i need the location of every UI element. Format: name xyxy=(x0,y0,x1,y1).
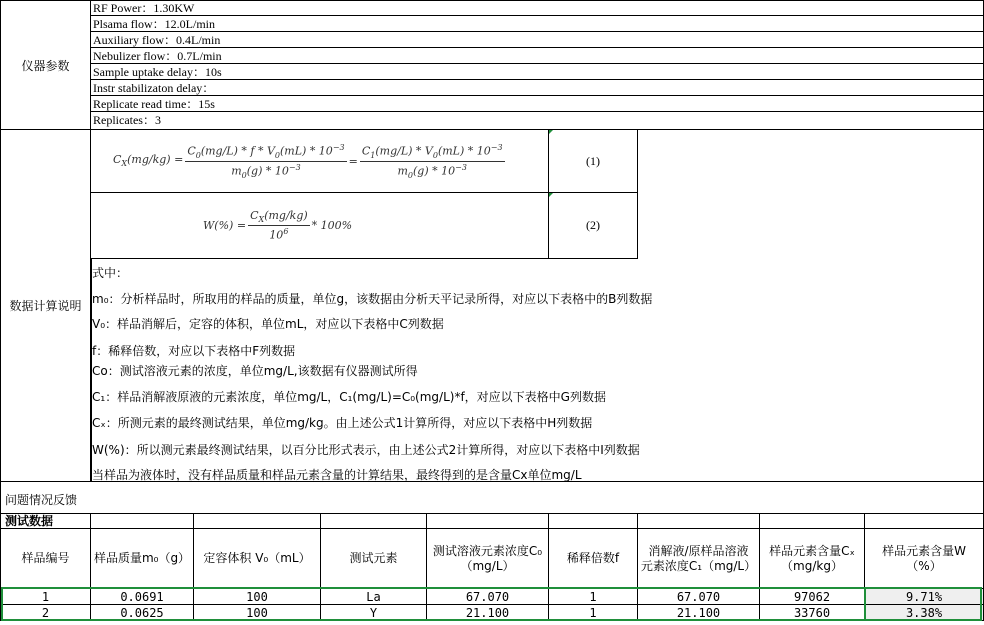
cell-value: 21.100 xyxy=(676,605,721,620)
cell-value: 9.71% xyxy=(905,589,943,604)
table-cell-highlighted[interactable] xyxy=(865,589,984,605)
formula-2-cell[interactable] xyxy=(91,193,549,259)
cell-comment-marker xyxy=(549,130,553,134)
table-cell[interactable] xyxy=(427,589,549,605)
note-w: W(%)：所以测元素最终测试结果，以百分比形式表示，由上述公式2计算所得，对应以下表格中I列数据 xyxy=(92,443,640,457)
calc-section-label-cell[interactable] xyxy=(0,130,91,482)
table-cell[interactable] xyxy=(321,605,427,621)
note-v0: V₀：样品消解后，定容的体积，单位mL，对应以下表格中C列数据 xyxy=(92,317,444,331)
calc-section-label: 数据计算说明 xyxy=(9,299,82,313)
cell-value: 21.100 xyxy=(465,605,510,620)
col-header-sample-mass[interactable] xyxy=(91,529,194,589)
cell-value: 2 xyxy=(41,605,50,620)
cell-value: 1 xyxy=(41,589,50,604)
col-header-content-cx[interactable] xyxy=(760,529,865,589)
cell-value: 1 xyxy=(589,589,597,604)
cell-value: 33760 xyxy=(793,605,831,620)
header-text: 测试溶液元素浓度C₀ （mg/L） xyxy=(432,543,543,573)
blank-cell[interactable] xyxy=(194,514,321,529)
param-plasma-flow[interactable]: Plsama flow：12.0L/min xyxy=(91,17,984,32)
header-text: 样品质量m₀（g） xyxy=(93,551,191,565)
table-cell[interactable] xyxy=(91,605,194,621)
param-instr-stabilization-delay[interactable]: Instr stabilizaton delay： xyxy=(91,81,984,96)
cell-value: 67.070 xyxy=(465,589,510,604)
table-cell[interactable] xyxy=(427,605,549,621)
formula-1-equation: $C_X(mg/kg)$ = $\frac{C_0(mg/L) * f * V_0(mL) * 10^{-3}}{m_0(g) * 10^{-3}}$ = $\frac{C_1(mg/L) * V_0(mL) * 10^{-3}}{m_0(g) * 10^{-3}}$ xyxy=(113,142,503,180)
blank-cell[interactable] xyxy=(760,514,865,529)
header-text: 稀释倍数f xyxy=(566,551,620,565)
feedback-row[interactable] xyxy=(0,482,984,514)
test-label-cell[interactable] xyxy=(0,514,91,529)
param-rf-power[interactable]: RF Power：1.30KW xyxy=(91,1,984,16)
header-text: 消解液/原样品溶液 元素浓度C₁（mg/L） xyxy=(640,543,757,573)
formula-2-number: (2) xyxy=(586,218,600,232)
col-header-dilution[interactable] xyxy=(549,529,638,589)
header-text: 样品元素含量W （%） xyxy=(882,543,966,573)
formula-side-blank xyxy=(638,130,984,259)
blank-cell[interactable] xyxy=(321,514,427,529)
table-cell[interactable] xyxy=(0,605,91,621)
note-cx: Cₓ：所测元素的最终测试结果，单位mg/kg。由上述公式1计算所得，对应以下表格中H列数据 xyxy=(92,416,593,430)
col-header-sample-id[interactable] xyxy=(0,529,91,589)
cell-value: 97062 xyxy=(793,589,831,604)
header-text: 样品编号 xyxy=(21,551,70,565)
param-replicate-read-time[interactable]: Replicate read time：15s xyxy=(91,97,984,112)
param-sample-uptake-delay[interactable]: Sample uptake delay：10s xyxy=(91,65,984,80)
feedback-label: 问题情况反馈 xyxy=(5,493,78,507)
col-header-content-w[interactable] xyxy=(865,529,984,589)
blank-cell[interactable] xyxy=(549,514,638,529)
formula-1-number-cell[interactable] xyxy=(549,130,638,193)
table-cell[interactable] xyxy=(194,589,321,605)
cell-value: 1 xyxy=(589,605,597,620)
cell-comment-marker xyxy=(549,193,553,197)
table-cell[interactable] xyxy=(760,605,865,621)
col-header-digest-conc[interactable] xyxy=(638,529,760,589)
formula-2-equation: W(%) = $\frac{C_X(mg/kg)}{10^6}$ * 100% xyxy=(203,209,353,242)
table-cell[interactable] xyxy=(638,605,760,621)
header-text: 定容体积 V₀（mL） xyxy=(203,551,311,565)
note-f: f：稀释倍数，对应以下表格中F列数据 xyxy=(92,344,296,358)
table-cell[interactable] xyxy=(194,605,321,621)
table-cell[interactable] xyxy=(760,589,865,605)
blank-cell[interactable] xyxy=(91,514,194,529)
cell-value: 67.070 xyxy=(676,589,721,604)
blank-cell[interactable] xyxy=(427,514,549,529)
table-cell[interactable] xyxy=(0,589,91,605)
instrument-section-label-cell[interactable] xyxy=(0,0,91,130)
note-c0: Co：测试溶液元素的浓度，单位mg/L,该数据有仪器测试所得 xyxy=(92,364,418,378)
formula-1-cell[interactable] xyxy=(91,130,549,193)
col-header-volume[interactable] xyxy=(194,529,321,589)
header-text: 测试元素 xyxy=(349,551,398,565)
table-cell[interactable] xyxy=(91,589,194,605)
note-c1: C₁：样品消解液原液的元素浓度，单位mg/L，C₁(mg/L)=C₀(mg/L)*f，对应以下表格中G列数据 xyxy=(92,390,606,404)
blank-cell[interactable] xyxy=(638,514,760,529)
cell-value: 3.38% xyxy=(905,605,943,620)
param-replicates[interactable]: Replicates：3 xyxy=(91,113,984,130)
param-auxiliary-flow[interactable]: Auxiliary flow：0.4L/min xyxy=(91,33,984,48)
test-label: 测试数据 xyxy=(5,514,54,528)
note-liquid: 当样品为液体时，没有样品质量和样品元素含量的计算结果，最终得到的是含量Cx单位mg/L xyxy=(92,468,582,482)
table-cell[interactable] xyxy=(549,589,638,605)
cell-value: 100 xyxy=(246,589,268,604)
cell-value: Y xyxy=(369,605,378,620)
cell-value: La xyxy=(366,589,381,604)
cell-value: 0.0625 xyxy=(120,605,164,620)
notes-title: 式中： xyxy=(92,266,129,280)
blank-cell[interactable] xyxy=(865,514,984,529)
formula-1-number: (1) xyxy=(586,153,600,168)
table-cell[interactable] xyxy=(638,589,760,605)
table-cell[interactable] xyxy=(321,589,427,605)
header-text: 样品元素含量Cₓ （mg/kg） xyxy=(769,543,855,573)
formula-2-number-cell[interactable] xyxy=(549,193,638,259)
param-nebulizer-flow[interactable]: Nebulizer flow：0.7L/min xyxy=(91,49,984,64)
table-cell[interactable] xyxy=(549,605,638,621)
col-header-solution-conc[interactable] xyxy=(427,529,549,589)
table-cell-highlighted[interactable] xyxy=(865,605,984,621)
instrument-section-label: 仪器参数 xyxy=(21,58,70,73)
col-header-element[interactable] xyxy=(321,529,427,589)
cell-value: 0.0691 xyxy=(120,589,164,604)
cell-value: 100 xyxy=(246,605,268,620)
note-m0: m₀：分析样品时，所取用的样品的质量，单位g，该数据由分析天平记录所得，对应以下表格中的B列数据 xyxy=(92,292,653,306)
